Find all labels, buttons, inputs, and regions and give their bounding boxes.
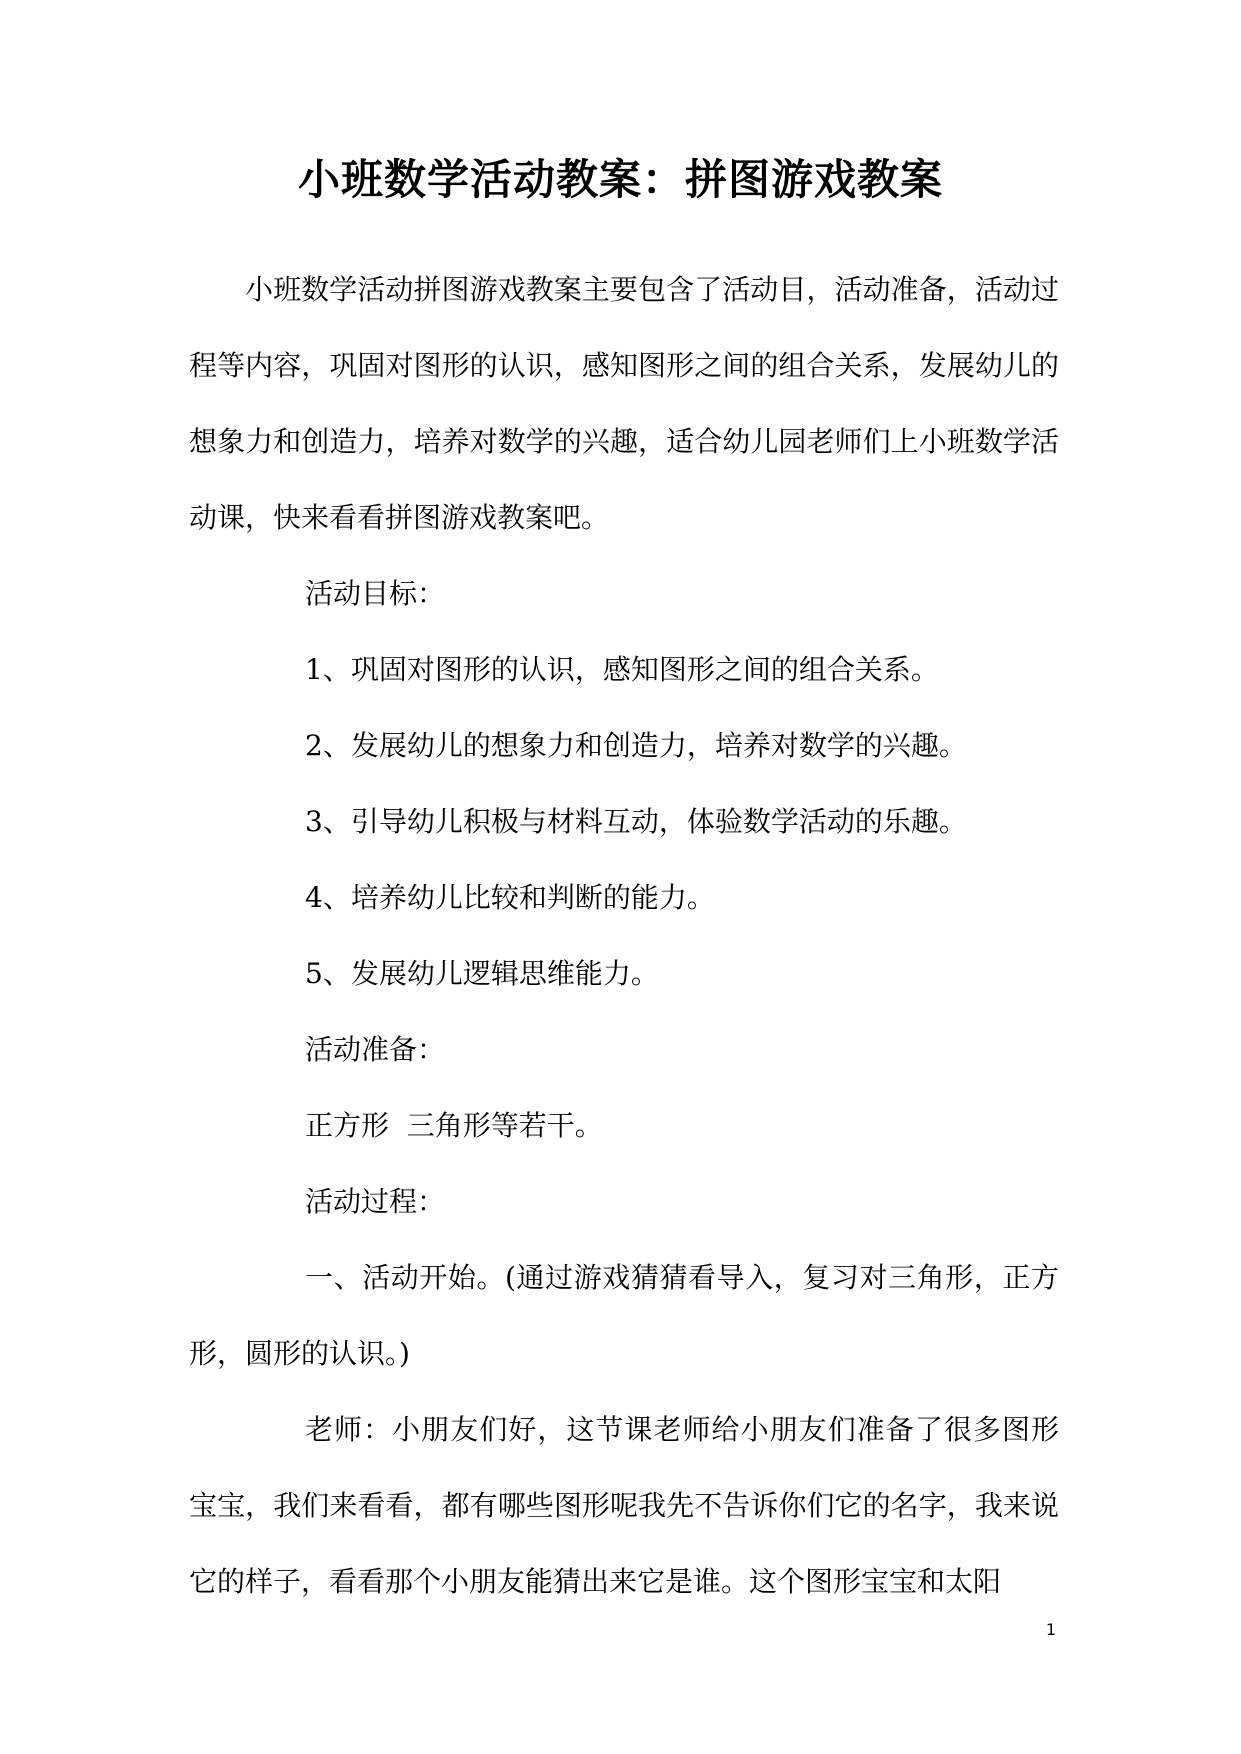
section-heading-preparation: 活动准备： bbox=[305, 1033, 446, 1066]
goal-item-3: 3、引导幼儿积极与材料互动，体验数学活动的乐趣。 bbox=[305, 805, 967, 838]
preparation-text: 正方形 三角形等若干。 bbox=[305, 1109, 603, 1142]
process-step-1: 一、活动开始。(通过游戏猜猜看导入，复习对三角形，正方形，圆形的认识。) bbox=[189, 1261, 1059, 1370]
section-heading-goals: 活动目标： bbox=[305, 577, 446, 610]
goal-item-5: 5、发展幼儿逻辑思维能力。 bbox=[305, 957, 659, 990]
goal-item-1: 1、巩固对图形的认识，感知图形之间的组合关系。 bbox=[305, 653, 939, 686]
intro-paragraph: 小班数学活动拼图游戏教案主要包含了活动目，活动准备，活动过程等内容，巩固对图形的认识，感知图形之间的组合关系，发展幼儿的想象力和创造力，培养对数学的兴趣，适合幼儿园老师们上小班数学活动课，快来看看拼图游戏教案吧。 bbox=[189, 273, 1059, 534]
teacher-dialogue: 老师：小朋友们好，这节课老师给小朋友们准备了很多图形宝宝，我们来看看，都有哪些图形呢我先不告诉你们它的名字，我来说它的样子，看看那个小朋友能猜出来它是谁。这个图形宝宝和太阳 bbox=[189, 1413, 1059, 1598]
goal-item-2: 2、发展幼儿的想象力和创造力，培养对数学的兴趣。 bbox=[305, 729, 967, 762]
document-body bbox=[189, 252, 1059, 1620]
page-number: 1 bbox=[1045, 1620, 1056, 1639]
document-title: 小班数学活动教案：拼图游戏教案 bbox=[297, 155, 943, 204]
goal-item-4: 4、培养幼儿比较和判断的能力。 bbox=[305, 881, 715, 914]
section-heading-process: 活动过程： bbox=[305, 1185, 446, 1218]
